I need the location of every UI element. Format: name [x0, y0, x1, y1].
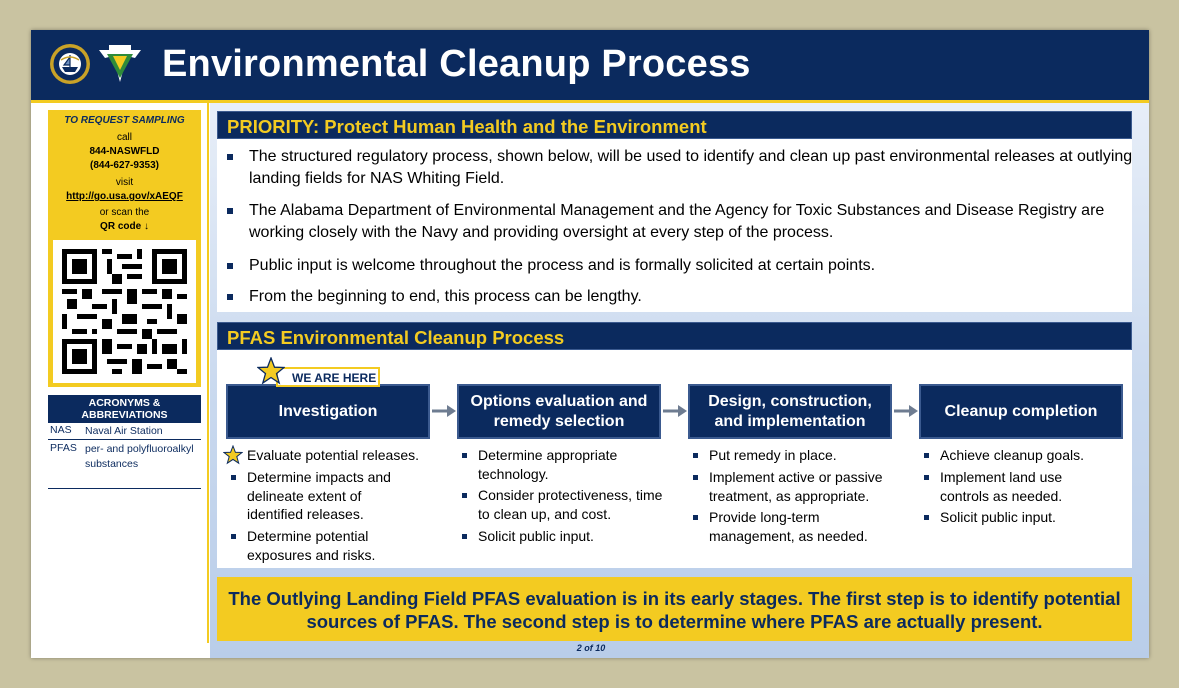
stage-item-text: Determine appropriate technology.	[478, 447, 618, 482]
stage-item-text: Consider protectiveness, time to clean up, and cost.	[478, 487, 663, 522]
visit-label: visit	[115, 177, 134, 188]
bullet-square-icon	[231, 475, 236, 480]
acronym-term: PFAS	[50, 442, 77, 454]
stage-label: Design, construction, and implementation	[708, 392, 872, 430]
navy-seal-icon	[49, 43, 91, 85]
bullet-square-icon	[693, 453, 698, 458]
bullet-square-icon	[227, 208, 233, 214]
sidebar-divider	[207, 103, 209, 643]
bullet-square-icon	[231, 534, 236, 539]
arrow-right-icon	[660, 403, 690, 419]
page-title: Environmental Cleanup Process	[162, 43, 751, 85]
acronyms-heading-line-2: ABBREVIATIONS	[81, 409, 168, 421]
stage-item-text: Solicit public input.	[478, 528, 594, 544]
phone-word[interactable]: 844-NASWFLD	[89, 146, 160, 157]
stage-label: Options evaluation and remedy selection	[470, 392, 648, 430]
arrow-right-icon	[891, 403, 921, 419]
acronyms-heading-line-1: ACRONYMS &	[88, 397, 161, 409]
stage-item-text: Put remedy in place.	[709, 447, 837, 463]
star-icon	[223, 445, 243, 465]
acronym-term: NAS	[50, 424, 72, 436]
phone-number[interactable]: (844-627-9353)	[90, 160, 159, 171]
acronym-definition: Naval Air Station	[85, 425, 163, 437]
process-heading-bar	[217, 322, 1132, 350]
call-label: call	[116, 132, 132, 143]
stage-item-text: Provide long-term management, as needed.	[709, 509, 868, 544]
request-sampling-box	[48, 110, 201, 387]
request-url-link[interactable]: http://go.usa.gov/xAEQF	[66, 191, 183, 202]
bullet-square-icon	[227, 154, 233, 160]
footer-callout	[217, 577, 1132, 641]
stage-item-text: Implement land use controls as needed.	[940, 469, 1063, 504]
acronyms-heading	[48, 395, 201, 423]
slide	[31, 30, 1149, 658]
stage-cleanup-completion	[919, 384, 1123, 439]
acronym-row	[48, 424, 201, 439]
qr-label: QR code ↓	[100, 221, 149, 232]
acronym-divider	[48, 439, 201, 440]
header-bar	[31, 30, 1149, 100]
acronym-row	[48, 442, 201, 488]
acronym-divider	[48, 488, 201, 489]
stage-label: Cleanup completion	[944, 402, 1098, 420]
stage-item-text: Implement active or passive treatment, as appropriate.	[709, 469, 883, 504]
we-are-here-label: WE ARE HERE	[292, 371, 377, 385]
we-are-here-tag	[276, 367, 380, 387]
priority-bullet-text: The Alabama Department of Environmental Management and the Agency for Toxic Substances and Disease Registry are working closely with the Navy and providing oversight at every step of the process.	[249, 202, 1105, 241]
bullet-square-icon	[462, 453, 467, 458]
bullet-square-icon	[462, 534, 467, 539]
bullet-square-icon	[924, 515, 929, 520]
bullet-square-icon	[693, 475, 698, 480]
bullet-square-icon	[693, 515, 698, 520]
footer-callout-text: The Outlying Landing Field PFAS evaluation is in its early stages. The first step is to identify potential sources of PFAS. The second step is to determine where PFAS are actually present.	[228, 588, 1121, 632]
request-sampling-title: TO REQUEST SAMPLING	[64, 115, 185, 126]
priority-heading: PRIORITY: Protect Human Health and the Environment	[227, 116, 707, 137]
bullet-square-icon	[227, 263, 233, 269]
bullet-square-icon	[924, 453, 929, 458]
priority-bullet-text: From the beginning to end, this process can be lengthy.	[249, 288, 642, 305]
qr-code-icon	[62, 249, 187, 374]
stage-item-text: Solicit public input.	[940, 509, 1056, 525]
stage-item-text: Evaluate potential releases.	[247, 447, 419, 463]
qr-code[interactable]	[53, 240, 196, 383]
arrow-right-icon	[429, 403, 459, 419]
stage-item-text: Achieve cleanup goals.	[940, 447, 1084, 463]
acronym-definition: per- and polyfluoroalkyl substances	[85, 443, 194, 470]
scan-label: or scan the	[99, 207, 150, 218]
priority-bullet-text: Public input is welcome throughout the process and is formally solicited at certain points.	[249, 257, 876, 274]
stage-label: Investigation	[278, 402, 378, 420]
process-heading: PFAS Environmental Cleanup Process	[227, 327, 565, 348]
priority-heading-bar	[217, 111, 1132, 139]
bullet-square-icon	[924, 475, 929, 480]
priority-bullet-text: The structured regulatory process, shown below, will be used to identify and clean up past environmental releases at outlying landing fields for NAS Whiting Field.	[249, 148, 1133, 187]
whiting-field-logo-icon	[97, 42, 143, 86]
page-number: 2 of 10	[576, 643, 606, 653]
stage-design-construction	[688, 384, 892, 439]
bullet-square-icon	[462, 493, 467, 498]
stage-item-text: Determine potential exposures and risks.	[247, 528, 376, 563]
stage-options-evaluation	[457, 384, 661, 439]
bullet-square-icon	[227, 294, 233, 300]
stage-item-text: Determine impacts and delineate extent of identified releases.	[247, 469, 391, 522]
stage-investigation	[226, 384, 430, 439]
star-icon	[257, 357, 285, 385]
